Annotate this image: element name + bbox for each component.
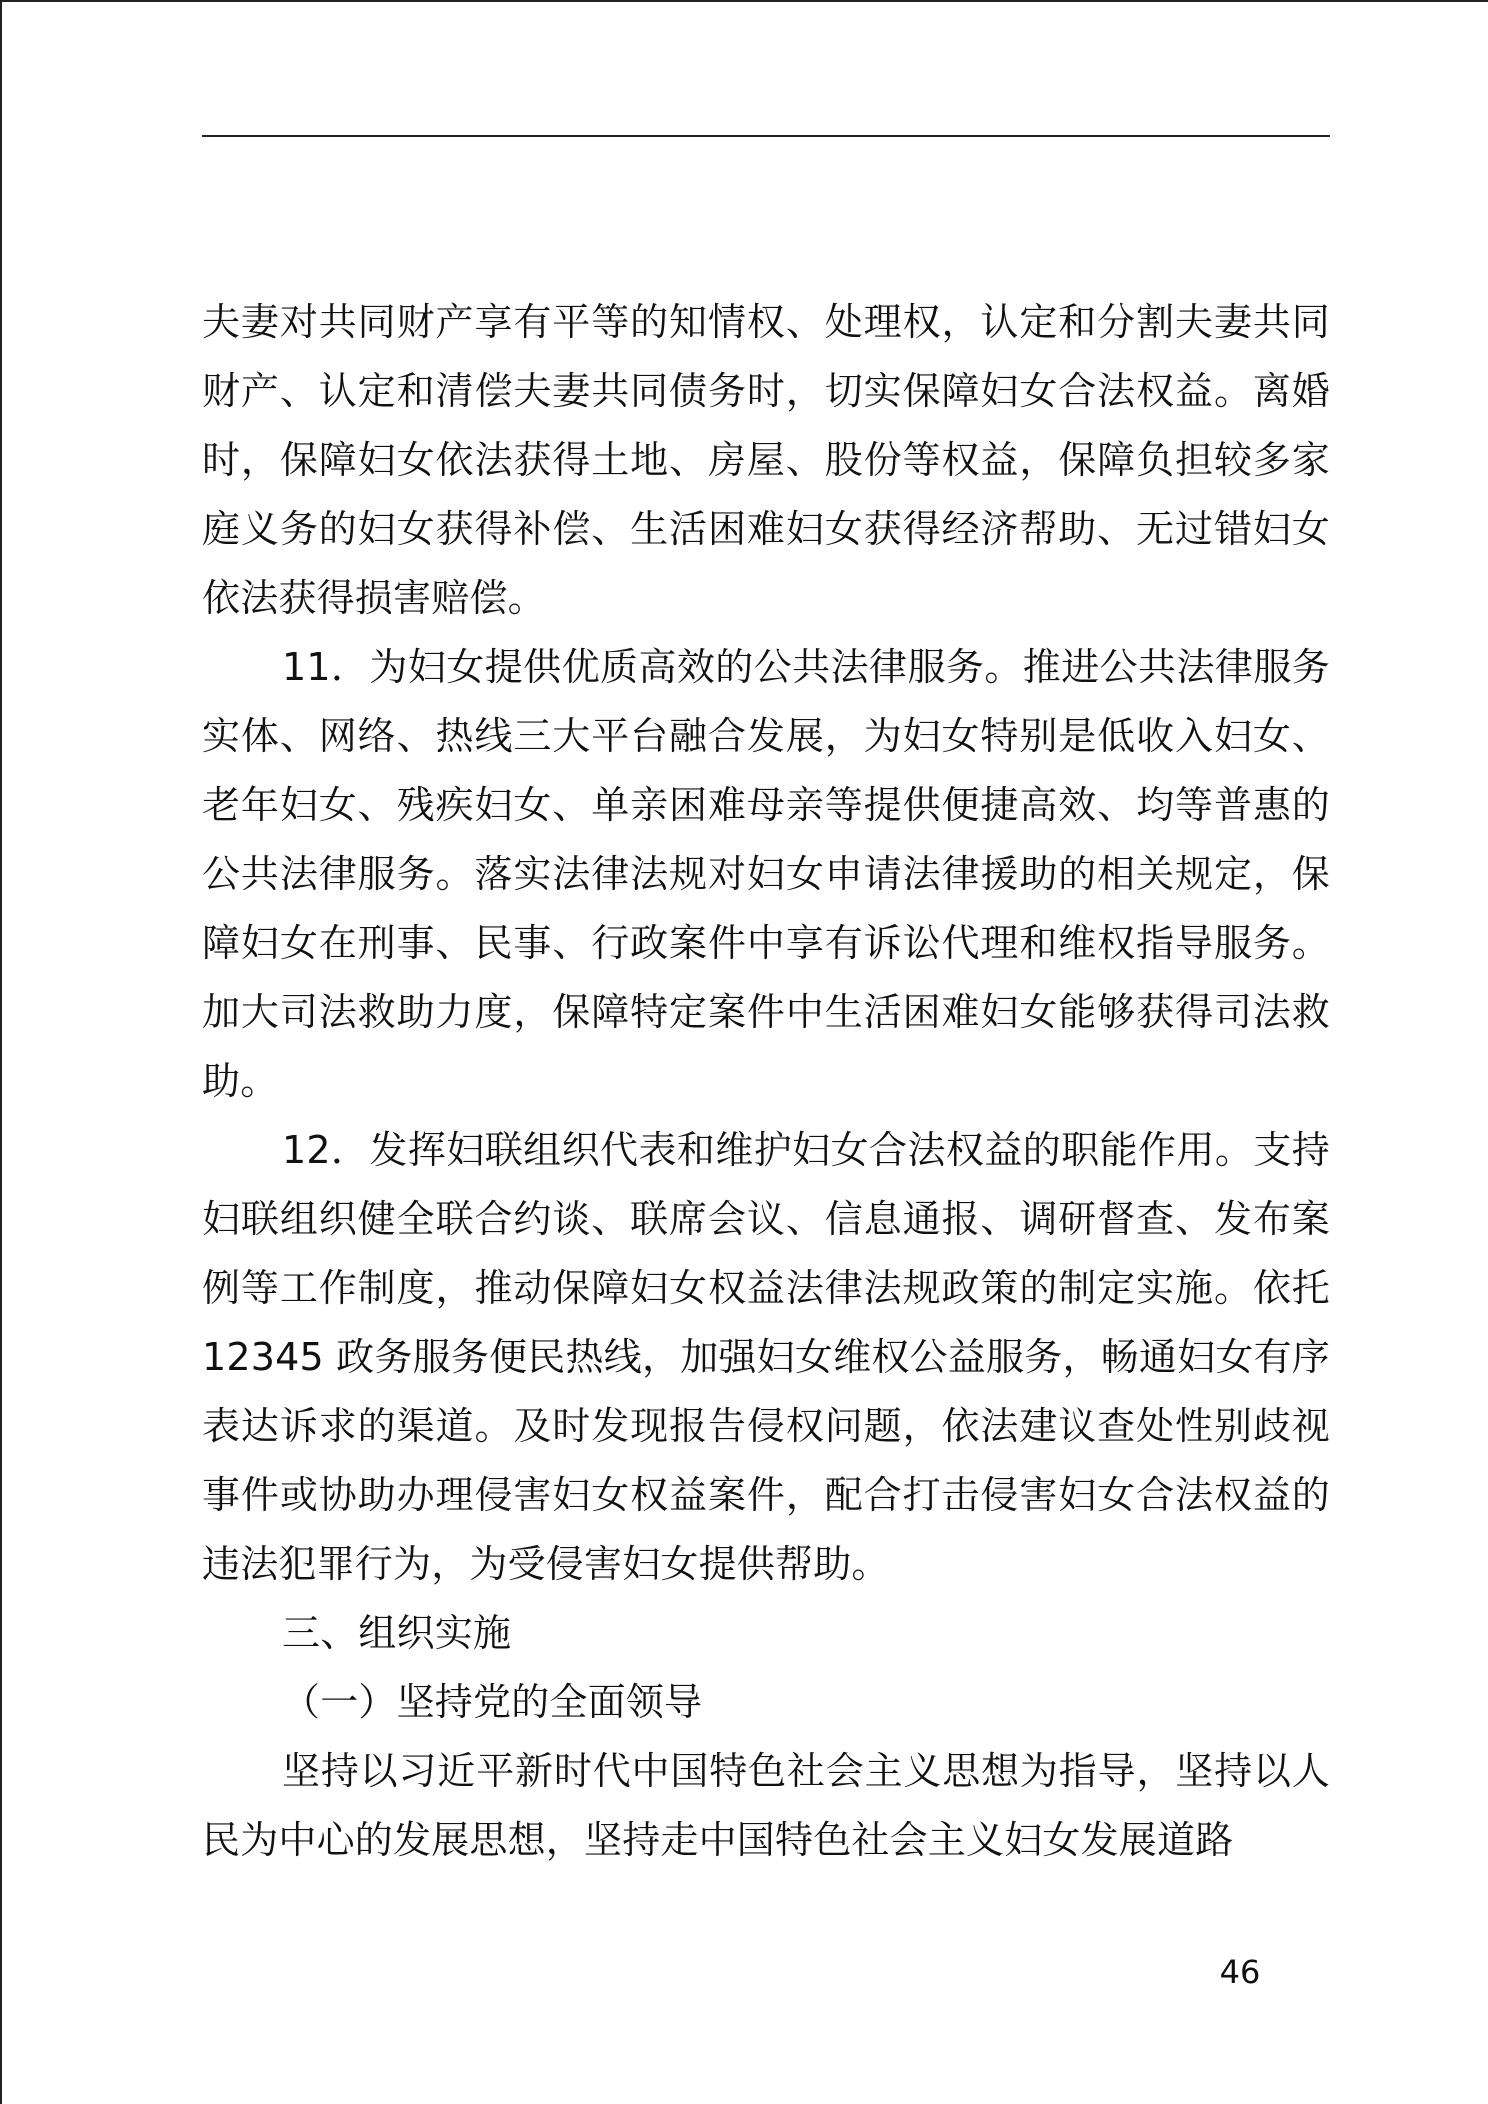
- subsection-heading: （一）坚持党的全面领导: [282, 1680, 703, 1724]
- section-heading: 三、组织实施: [282, 1611, 512, 1655]
- page-number: 46: [1219, 1953, 1261, 1991]
- paragraph-leadership: 坚持以习近平新时代中国特色社会主义思想为指导，坚持以人民为中心的发展思想，坚持走中国特色社会主义妇女发展道路: [202, 1749, 1330, 1862]
- paragraph-item-11: 11．为妇女提供优质高效的公共法律服务。推进公共法律服务实体、网络、热线三大平台融合发展，为妇女特别是低收入妇女、老年妇女、残疾妇女、单亲困难母亲等提供便捷高效、均等普惠的公共法律服务。落实法律法规对妇女申请法律援助的相关规定，保障妇女在刑事、民事、行政案件中享有诉讼代理和维权指导服务。加大司法救助力度，保障特定案件中生活困难妇女能够获得司法救助。: [202, 645, 1330, 1103]
- header-rule: [202, 135, 1330, 137]
- paragraph-continuation: 夫妻对共同财产享有平等的知情权、处理权，认定和分割夫妻共同财产、认定和清偿夫妻共同债务时，切实保障妇女合法权益。离婚时，保障妇女依法获得土地、房屋、股份等权益，保障负担较多家庭义务的妇女获得补偿、生活困难妇女获得经济帮助、无过错妇女依法获得损害赔偿。: [202, 300, 1330, 620]
- paragraph-item-12: 12．发挥妇联组织代表和维护妇女合法权益的职能作用。支持妇联组织健全联合约谈、联席会议、信息通报、调研督查、发布案例等工作制度，推动保障妇女权益法律法规政策的制定实施。依托 12345 政务服务便民热线，加强妇女维权公益服务，畅通妇女有序表达诉求的渠道。及时发现报告侵权问题，依法建议查处性别歧视事件或协助办理侵害妇女权益案件，配合打击侵害妇女合法权益的违法犯罪行为，为受侵害妇女提供帮助。: [202, 1128, 1330, 1586]
- body-text: [202, 288, 1330, 1875]
